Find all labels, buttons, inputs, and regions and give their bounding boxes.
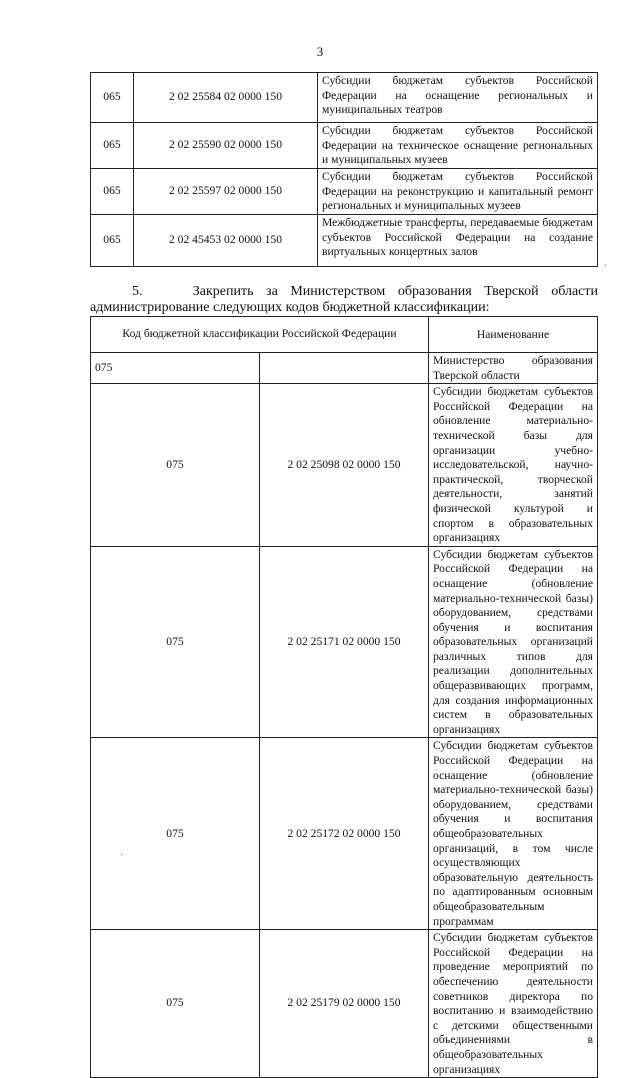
page-number: 3 [316,44,324,59]
stray-mark: · [120,850,124,861]
admin-code-cell: 075 [91,384,260,547]
table-row [91,930,598,1078]
admin-code-cell: 075 [91,930,260,1078]
budget-codes-table-continued [90,72,598,267]
table-row [91,169,598,215]
budget-code-cell [260,353,429,384]
name-cell: Министерство образования Тверской области [429,353,598,384]
name-cell: Субсидии бюджетам субъектов Российской Федерации на оснащение (обновление материально-технической базы) оборудованием, средствами обучения и воспитания образовательных организаций различных типов для реализации дополнительных общеразвивающих программ, для создания информационных систем в образовательных организациях [429,546,598,738]
table-row [91,738,598,930]
table-row [91,123,598,169]
budget-code-cell: 2 02 45453 02 0000 150 [134,215,318,267]
name-cell: Субсидии бюджетам субъектов Российской Федерации на обновление материально-технической базы для организации учебно-исследовательской, научно-практической, творческой деятельности, занятий физической культурой и спортом в образовательных организациях [429,384,598,547]
name-cell: Субсидии бюджетам субъектов Российской Федерации на реконструкцию и капитальный ремонт региональных и муниципальных музеев [318,169,598,215]
budget-code-cell: 2 02 25179 02 0000 150 [260,930,429,1078]
header-name: Наименование [429,317,598,353]
paragraph-5 [90,284,598,316]
admin-code-cell: 075 [91,353,260,384]
admin-code-cell: 065 [91,215,134,267]
budget-code-cell: 2 02 25098 02 0000 150 [260,384,429,547]
name-cell: Субсидии бюджетам субъектов Российской Федерации на техническое оснащение региональных и муниципальных музеев [318,123,598,169]
table-row [91,73,598,123]
budget-code-cell: 2 02 25590 02 0000 150 [134,123,318,169]
table-row [91,353,598,384]
budget-code-cell: 2 02 25172 02 0000 150 [260,738,429,930]
admin-code-cell: 075 [91,738,260,930]
name-cell: Межбюджетные трансферты, передаваемые бюджетам субъектов Российской Федерации на создание виртуальных концертных залов [318,215,598,267]
admin-code-cell: 065 [91,169,134,215]
paragraph-number: 5. [132,284,143,299]
paragraph-text-1: Закрепить за Министерством образования Тверской области [192,284,598,299]
admin-code-cell: 065 [91,123,134,169]
table-row [91,215,598,267]
paragraph-line-2: администрирование следующих кодов бюджетной классификации: [90,300,490,315]
admin-code-cell: 075 [91,546,260,738]
name-cell: Субсидии бюджетам субъектов Российской Федерации на проведение мероприятий по обеспечению деятельности советников директора по воспитанию и взаимодействию с детскими общественными объединениями в общеобразовательных организациях [429,930,598,1078]
table-row [91,546,598,738]
table-row [91,384,598,547]
name-cell: Субсидии бюджетам субъектов Российской Федерации на оснащение региональных и муниципальных театров [318,73,598,123]
table-header-row [91,317,598,353]
header-budget-code: Код бюджетной классификации Российской Федерации [91,317,429,353]
admin-code-cell: 065 [91,73,134,123]
name-cell: Субсидии бюджетам субъектов Российской Федерации на оснащение (обновление материально-технической базы) оборудованием, средствами обучения и воспитания общеобразовательных организаций, в том числе осуществляющих образовательную деятельность по адаптированным основным общеобразовательным программам [429,738,598,930]
paragraph-line-1 [90,284,598,300]
budget-code-cell: 2 02 25584 02 0000 150 [134,73,318,123]
budget-codes-table [90,316,598,1078]
stray-mark: . [604,258,607,269]
budget-code-cell: 2 02 25171 02 0000 150 [260,546,429,738]
budget-code-cell: 2 02 25597 02 0000 150 [134,169,318,215]
